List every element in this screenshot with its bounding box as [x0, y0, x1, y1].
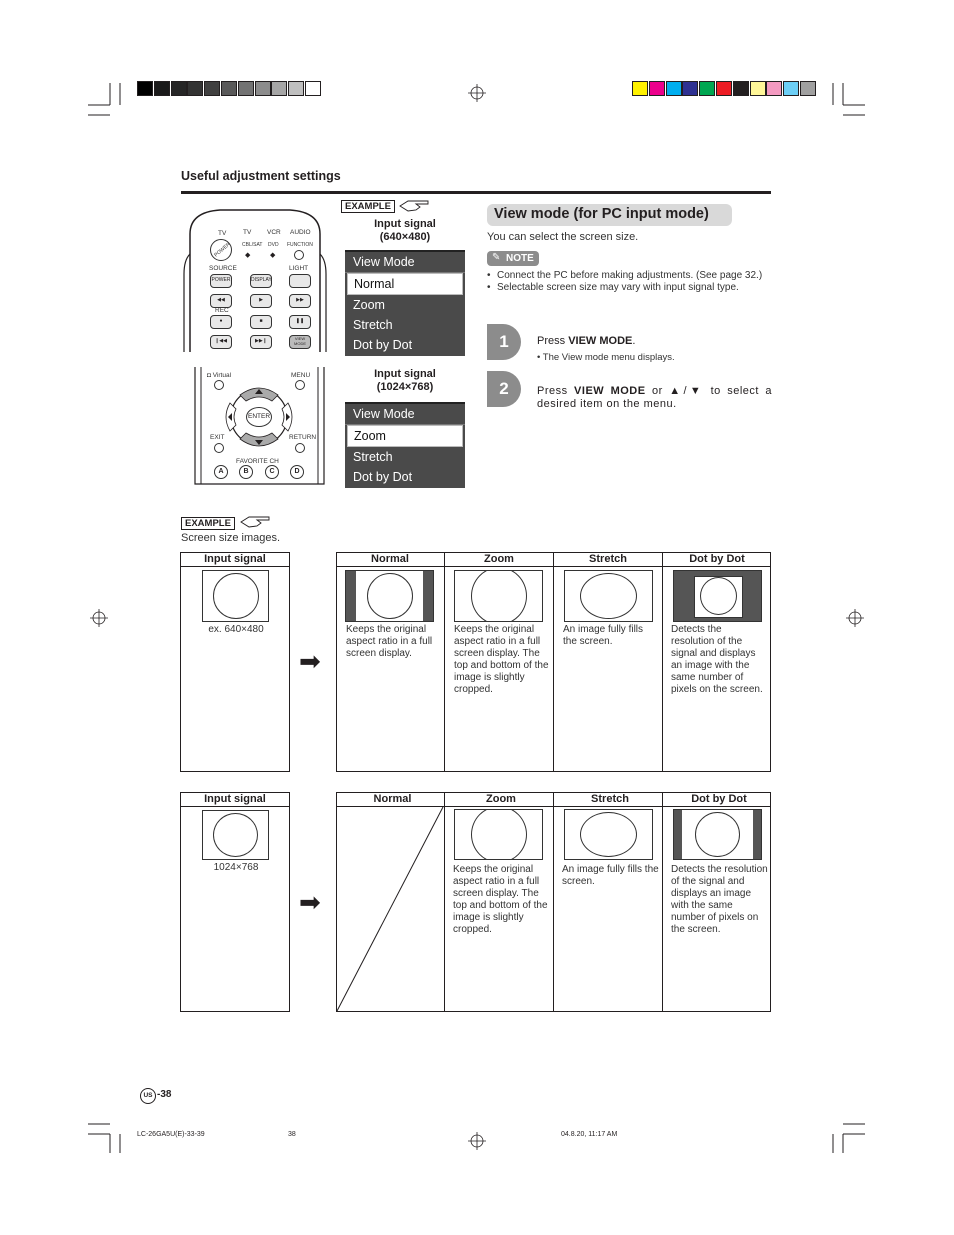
light-button[interactable]: [289, 274, 311, 288]
step-number: 2: [487, 371, 521, 407]
input-signal-value: (640×480): [379, 231, 431, 243]
circle-image: [213, 573, 259, 619]
step-2-text: Press VIEW MODE or ▲/▼ to select a desired item on the menu.: [537, 385, 772, 410]
divider: [553, 792, 554, 1012]
menu-item-selected[interactable]: Zoom: [347, 425, 463, 447]
circle-image: [213, 813, 258, 857]
zoom-screen: [454, 809, 543, 860]
favorite-d-button[interactable]: D: [290, 465, 304, 479]
dot-by-dot-description: Detects the resolution of the signal and displays an image with the same number of pixels on the screen.: [671, 864, 768, 935]
intro-text: You can select the screen size.: [487, 231, 639, 243]
note-item: • Selectable screen size may vary with input signal type.: [487, 282, 739, 293]
input-caption: ex. 640×480: [208, 624, 264, 635]
zoom-screen: [454, 570, 543, 622]
menu-item[interactable]: Zoom: [353, 298, 385, 312]
menu-title: View Mode: [345, 404, 465, 425]
stretch-description: An image fully fills the screen.: [562, 864, 659, 887]
rec-label: REC: [215, 307, 229, 314]
normal-screen: [345, 570, 434, 622]
light-label: LIGHT: [289, 265, 309, 272]
timestamp: 04.8.20, 11:17 AM: [561, 1131, 618, 1138]
vcr-label: VCR: [267, 229, 281, 236]
side-bar: [346, 571, 356, 621]
col-header-dot-by-dot: Dot by Dot: [689, 553, 745, 565]
power-button-label: POWER: [213, 241, 232, 259]
not-available-slash: [336, 806, 445, 1012]
note-pencil-icon: ✎: [492, 252, 501, 263]
dvd-label: DVD: [268, 242, 279, 248]
input-signal-value: (1024×768): [376, 381, 434, 393]
menu-item[interactable]: Stretch: [353, 318, 393, 332]
function-button[interactable]: [294, 250, 304, 260]
mode-indicator-icon: ◆: [270, 252, 276, 259]
dot-by-dot-screen: [673, 570, 762, 622]
menu-title: View Mode: [345, 252, 465, 273]
input-caption: 1024×768: [213, 862, 259, 873]
oval-image: [580, 812, 637, 857]
menu-item[interactable]: Stretch: [353, 450, 393, 464]
step-1-sub: • The View mode menu displays.: [537, 352, 675, 363]
menu-button[interactable]: [295, 380, 305, 390]
skip-forward-button[interactable]: ▶▶❙: [250, 335, 272, 349]
virtual-label: ◘ Virtual: [207, 372, 232, 379]
section-rule: [181, 191, 771, 194]
example-badge: EXAMPLE: [181, 517, 235, 530]
cblsat-label: CBL/SAT: [242, 242, 263, 248]
input-signal-label: Input signal: [374, 368, 436, 380]
enter-button[interactable]: ENTER: [246, 407, 272, 427]
view-mode-button[interactable]: VIEW MODE: [289, 335, 311, 349]
pause-button[interactable]: ❚❚: [289, 315, 311, 329]
section-title: Useful adjustment settings: [181, 169, 341, 183]
side-bar: [753, 810, 761, 859]
exit-label: EXIT: [210, 434, 225, 441]
record-button[interactable]: ●: [210, 315, 232, 329]
input-signal-640: [345, 218, 465, 244]
return-label: RETURN: [289, 434, 317, 441]
divider: [444, 552, 445, 772]
file-info: LC-26GA5U(E)-33-39: [137, 1131, 205, 1138]
mode-indicator-icon: ◆: [245, 252, 251, 259]
view-mode-menu-1024: [345, 402, 465, 488]
stretch-screen: [564, 570, 653, 622]
source-screen: [202, 810, 269, 860]
zoom-description: Keeps the original aspect ratio in a full screen display. The top and bottom of the image is slightly cropped.: [454, 624, 549, 695]
play-button[interactable]: ▶: [250, 294, 272, 308]
circle-image: [700, 577, 737, 615]
note-label: NOTE: [506, 253, 534, 264]
col-header-dot-by-dot: Dot by Dot: [691, 793, 747, 805]
step-number: 1: [487, 324, 521, 360]
menu-item[interactable]: Dot by Dot: [353, 470, 413, 484]
col-header-stretch: Stretch: [591, 793, 629, 805]
input-signal-header: Input signal: [204, 553, 266, 565]
circle-image: [695, 812, 740, 857]
source-screen: [202, 570, 269, 622]
side-bar: [674, 810, 682, 859]
col-header-normal: Normal: [373, 793, 412, 805]
side-bar: [423, 571, 433, 621]
source-label: SOURCE: [209, 265, 237, 272]
us-badge: US: [140, 1088, 156, 1104]
exit-button[interactable]: [214, 443, 224, 453]
return-button[interactable]: [295, 443, 305, 453]
stretch-description: An image fully fills the screen.: [563, 624, 644, 647]
favorite-ch-label: FAVORITE CH: [236, 458, 279, 465]
col-header-normal: Normal: [371, 553, 409, 565]
circle-image: [471, 809, 527, 860]
menu-item[interactable]: Dot by Dot: [353, 338, 413, 352]
rewind-button[interactable]: ◀◀: [210, 294, 232, 308]
source-power-button[interactable]: POWER: [210, 274, 232, 288]
audio-label: AUDIO: [290, 229, 311, 236]
circle-image: [367, 573, 413, 619]
input-signal-header: Input signal: [204, 793, 266, 805]
col-header-zoom: Zoom: [486, 793, 516, 805]
view-mode-menu-640: [345, 250, 465, 356]
right-arrow-icon: ➡: [299, 646, 321, 676]
favorite-b-button[interactable]: B: [239, 465, 253, 479]
divider: [180, 806, 290, 807]
page-number: -38: [157, 1089, 172, 1100]
dot-by-dot-description: Detects the resolution of the signal and displays an image with the same number of pixels on the screen.: [671, 624, 763, 695]
zoom-description: Keeps the original aspect ratio in a full screen display. The top and bottom of the image is slightly cropped.: [453, 864, 548, 935]
normal-description: Keeps the original aspect ratio in a full screen display.: [346, 624, 433, 659]
sheet-number: 38: [288, 1131, 296, 1138]
stretch-screen: [564, 809, 653, 860]
menu-item-selected[interactable]: Normal: [347, 273, 463, 295]
display-button[interactable]: DISPLAY: [250, 274, 272, 288]
note-item: • Connect the PC before making adjustments. (See page 32.): [487, 270, 763, 281]
favorite-c-button[interactable]: C: [265, 465, 279, 479]
step-1-text: Press VIEW MODE.: [537, 335, 636, 347]
divider: [180, 566, 290, 567]
col-header-stretch: Stretch: [589, 553, 627, 565]
input-signal-1024: [345, 368, 465, 394]
oval-image: [580, 573, 637, 619]
pointing-hand-icon: [239, 513, 273, 531]
right-arrow-icon: ➡: [299, 887, 321, 917]
col-header-zoom: Zoom: [484, 553, 514, 565]
stop-button[interactable]: ■: [250, 315, 272, 329]
example-badge: EXAMPLE: [341, 200, 395, 213]
divider: [553, 552, 554, 772]
circle-image: [471, 570, 527, 622]
favorite-a-button[interactable]: A: [214, 465, 228, 479]
input-signal-label: Input signal: [374, 218, 436, 230]
menu-label: MENU: [291, 372, 311, 379]
function-label: FUNCTION: [287, 242, 313, 248]
skip-back-button[interactable]: ❙◀◀: [210, 335, 232, 349]
divider: [662, 552, 663, 772]
remote-bottom-illustration: [192, 367, 327, 487]
note-list: [487, 270, 772, 294]
dot-by-dot-screen: [673, 809, 762, 860]
inner-screen: [694, 576, 743, 618]
tv-mode-label: TV: [243, 229, 252, 236]
pointing-hand-icon: [398, 197, 432, 215]
fast-forward-button[interactable]: ▶▶: [289, 294, 311, 308]
page-title: View mode (for PC input mode): [494, 206, 709, 222]
tv-label: TV: [218, 230, 227, 237]
screen-images-label: Screen size images.: [181, 532, 281, 544]
virtual-button[interactable]: [214, 380, 224, 390]
divider: [662, 792, 663, 1012]
